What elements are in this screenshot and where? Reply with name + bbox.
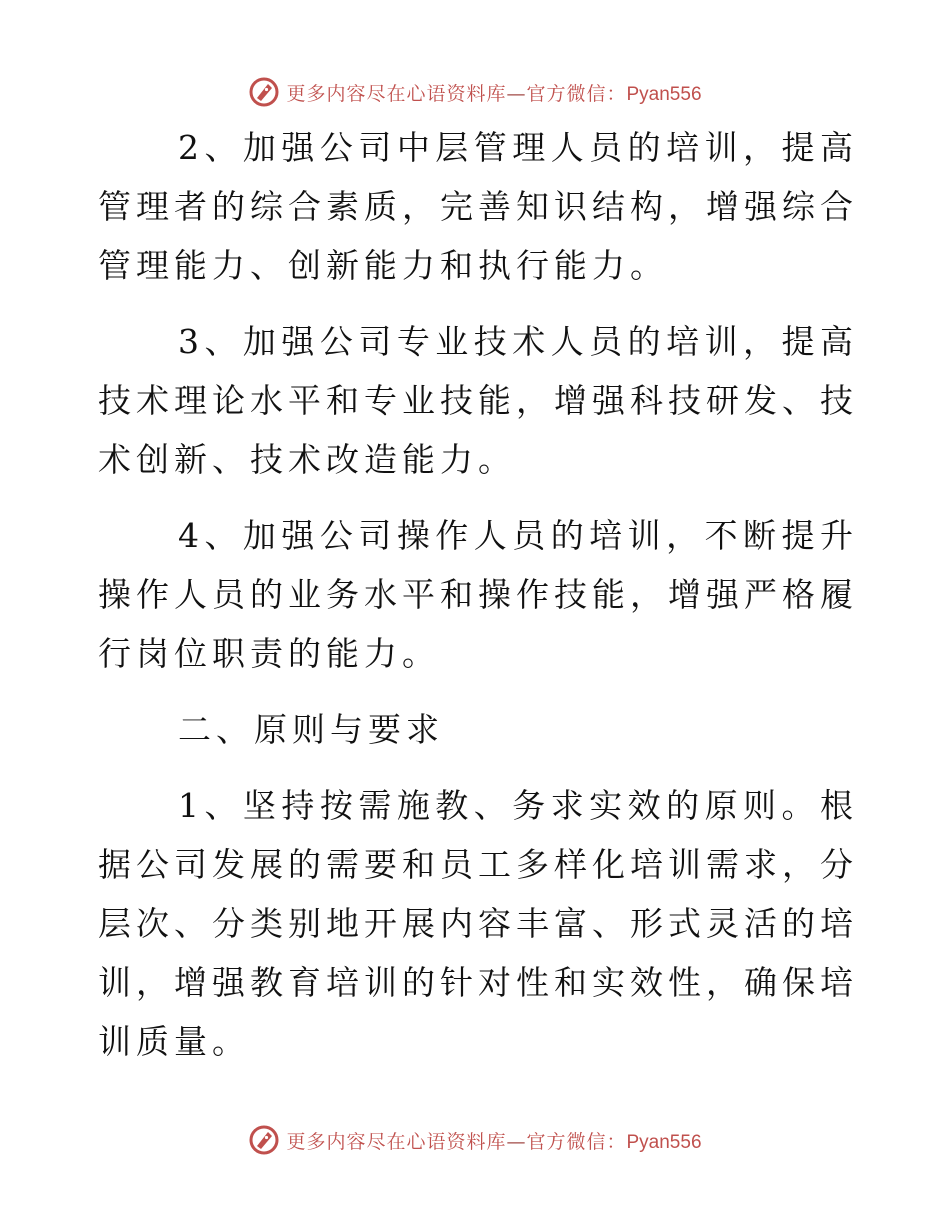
watermark-contact-id: Pyan556: [626, 83, 702, 105]
watermark-contact-id: Pyan556: [626, 1131, 702, 1153]
watermark-site: 更多内容尽在心语资料库: [286, 1130, 507, 1153]
watermark-contact-label: 官方微信：: [526, 82, 627, 105]
watermark-text: [286, 1127, 701, 1154]
document-body: [98, 118, 858, 1088]
footer-watermark: [0, 1120, 950, 1160]
watermark-dash: —: [506, 1130, 527, 1153]
watermark-dash: —: [506, 82, 527, 105]
paragraph-principle-1: 1、坚持按需施教、务求实效的原则。根据公司发展的需要和员工多样化培训需求，分层次、分类别地开展内容丰富、形式灵活的培训，增强教育培训的针对性和实效性，确保培训质量。: [98, 786, 858, 1061]
paragraph-goal-3: 3、加强公司专业技术人员的培训，提高技术理论水平和专业技能，增强科技研发、技术创新、技术改造能力。: [98, 322, 858, 479]
paragraph-goal-4: 4、加强公司操作人员的培训，不断提升操作人员的业务水平和操作技能，增强严格履行岗位职责的能力。: [98, 516, 858, 673]
paragraph-goal-2: 2、加强公司中层管理人员的培训，提高管理者的综合素质，完善知识结构，增强综合管理能力、创新能力和执行能力。: [98, 128, 858, 285]
watermark-site: 更多内容尽在心语资料库: [286, 82, 507, 105]
section-heading-principles: 二、原则与要求: [178, 710, 444, 749]
header-watermark: [0, 72, 950, 112]
pen-nib-circle-icon: [248, 76, 280, 108]
watermark-contact-label: 官方微信：: [526, 1130, 627, 1153]
pen-nib-circle-icon: [248, 1124, 280, 1156]
watermark-text: [286, 79, 701, 106]
